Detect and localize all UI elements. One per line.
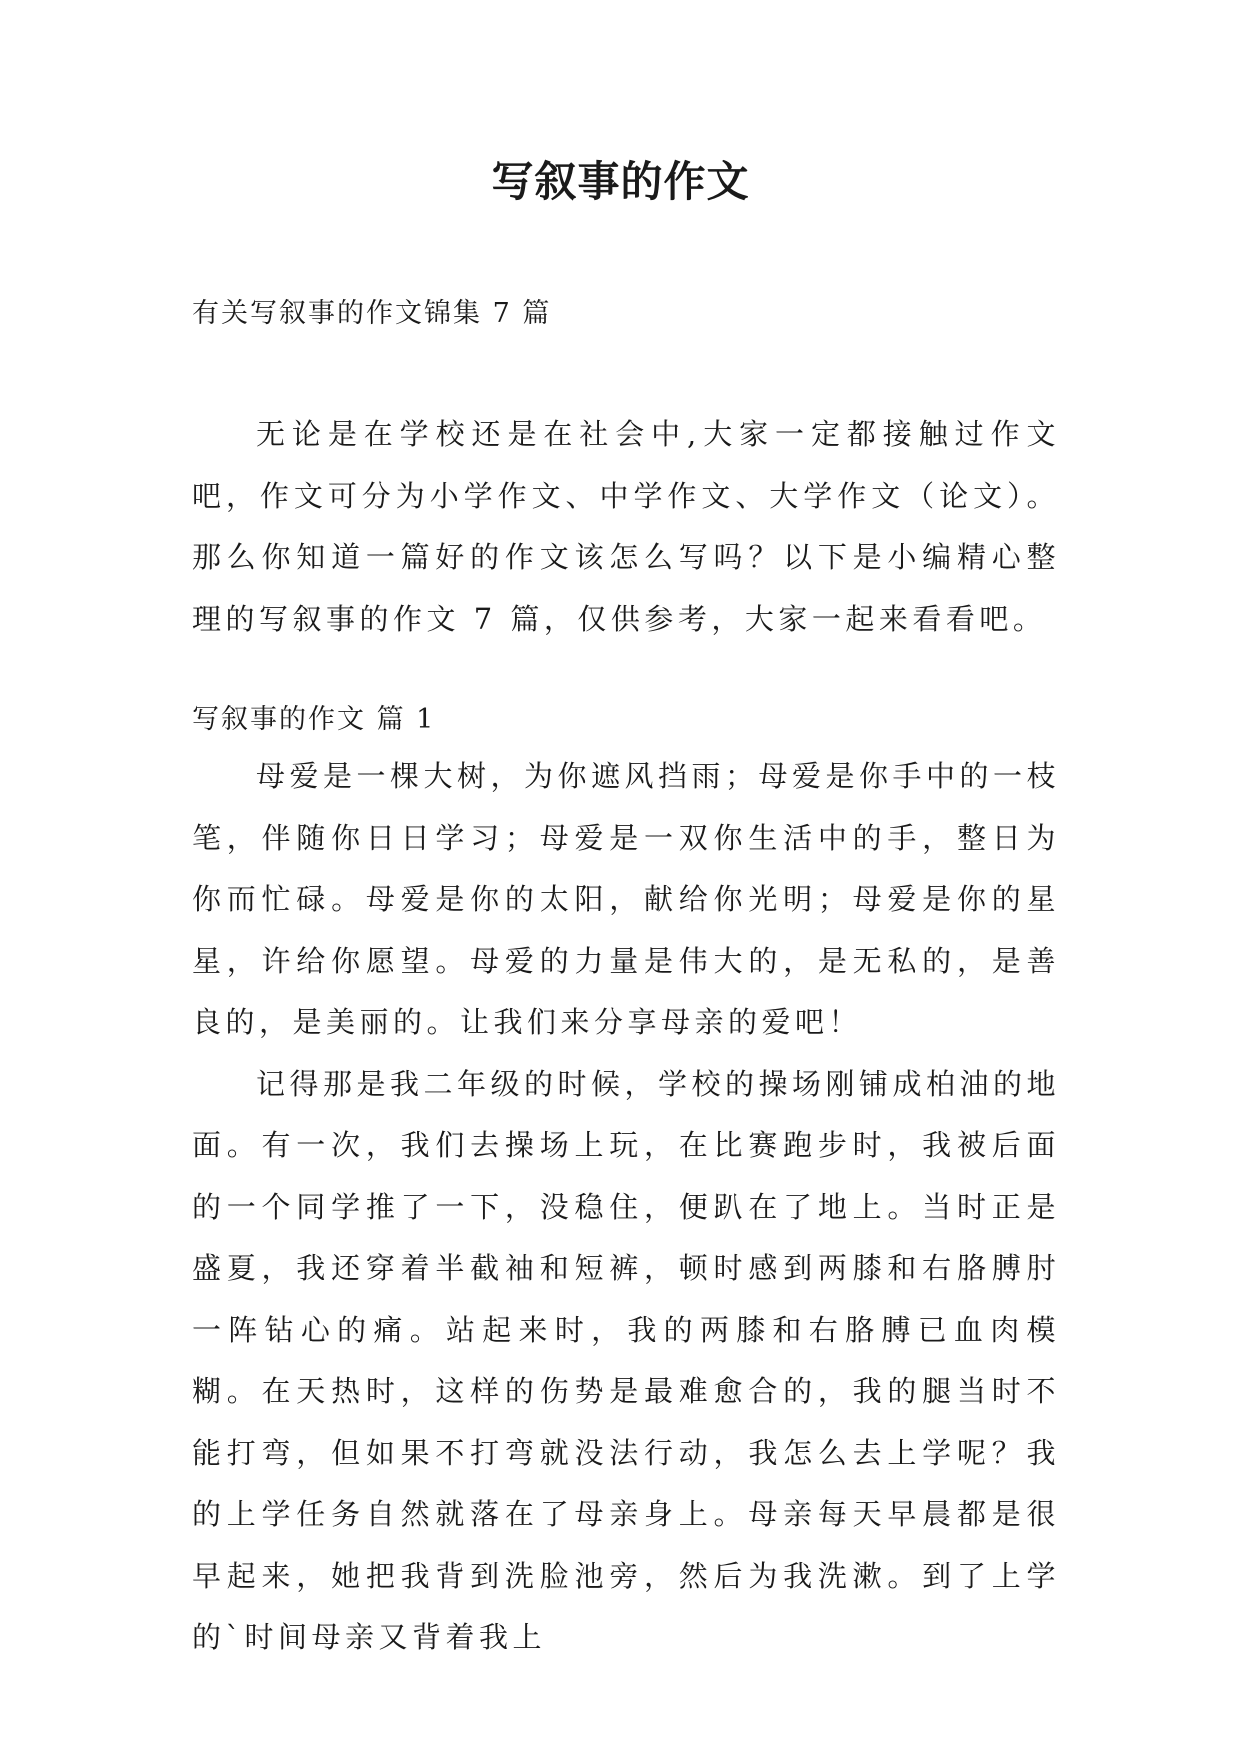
document-subtitle: 有关写叙事的作文锦集 7 篇	[192, 298, 552, 329]
body-paragraph: 记得那是我二年级的时候，学校的操场刚铺成柏油的地面。有一次，我们去操场上玩，在比赛跑步时，我被后面的一个同学推了一下，没稳住，便趴在了地上。当时正是盛夏，我还穿着半截袖和短裤，顿时感到两膝和右胳膊肘一阵钻心的痛。站起来时，我的两膝和右胳膊已血肉模糊。在天热时，这样的伤势是最难愈合的，我的腿当时不能打弯，但如果不打弯就没法行动，我怎么去上学呢？我的上学任务自然就落在了母亲身上。母亲每天早晨都是很早起来，她把我背到洗脸池旁，然后为我洗漱。到了上学的`时间母亲又背着我上	[192, 1066, 1061, 1654]
section-heading: 写叙事的作文 篇 1	[192, 704, 436, 735]
intro-section	[192, 404, 1060, 650]
intro-paragraph: 无论是在学校还是在社会中,大家一定都接触过作文吧，作文可分为小学作文、中学作文、大学作文（论文）。那么你知道一篇好的作文该怎么写吗？以下是小编精心整理的写叙事的作文 7 篇，仅供参考，大家一起来看看吧。	[192, 417, 1060, 636]
section-body	[192, 746, 1060, 1669]
body-paragraph: 母爱是一棵大树，为你遮风挡雨；母爱是你手中的一枝笔，伴随你日日学习；母爱是一双你生活中的手，整日为你而忙碌。母爱是你的太阳，献给你光明；母爱是你的星星，许给你愿望。母爱的力量是伟大的，是无私的，是善良的，是美丽的。让我们来分享母亲的爱吧！	[192, 759, 1061, 1039]
document-title: 写叙事的作文	[491, 157, 750, 206]
